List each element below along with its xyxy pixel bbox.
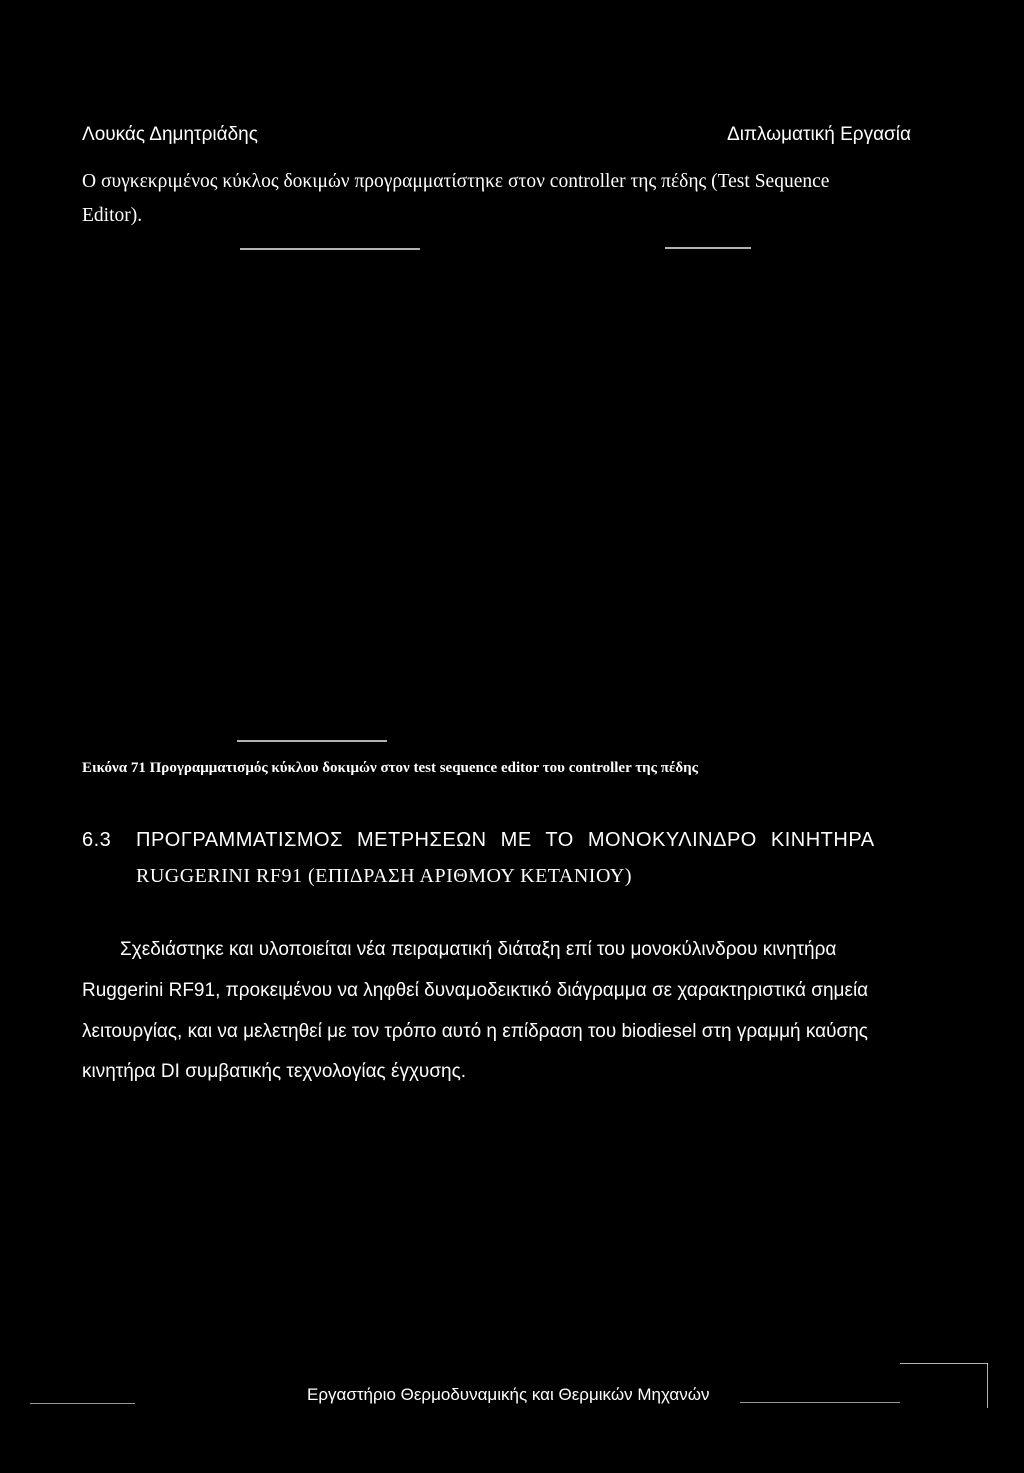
figure-image	[80, 250, 940, 730]
intro-line-1: Ο συγκεκριμένος κύκλος δοκιμών προγραμματίστηκε στον controller της πέδης (Test Sequence	[82, 171, 830, 192]
header-author: Λουκάς Δημητριάδης	[82, 124, 258, 145]
paragraph-line-4: κινητήρα DI συμβατικής τεχνολογίας έγχυσης.	[82, 1061, 467, 1082]
footer-rule-vertical	[987, 1363, 988, 1408]
footer-rule-top	[900, 1363, 988, 1364]
section-title-line-1: ΠΡΟΓΡΑΜΜΑΤΙΣΜΟΣ ΜΕΤΡΗΣΕΩΝ ΜΕ ΤΟ ΜΟΝΟΚΥΛΙΝΔΡΟ ΚΙΝΗΤΗΡΑ	[136, 829, 875, 851]
figure-top-edge-left	[240, 248, 420, 250]
footer-text: Εργαστήριο Θερμοδυναμικής και Θερμικών Μηχανών	[307, 1385, 710, 1404]
figure-bottom-edge	[237, 740, 387, 742]
figure-top-edge-right	[665, 247, 751, 249]
section-title-line-2: RUGGERINI RF91 (ΕΠΙΔΡΑΣΗ ΑΡΙΘΜΟΥ ΚΕΤΑΝΙΟΥ)	[136, 865, 632, 887]
footer-rule-left	[30, 1403, 135, 1404]
intro-line-2: Editor).	[82, 205, 143, 226]
paragraph-line-2: Ruggerini RF91, προκειμένου να ληφθεί δυναμοδεικτικό διάγραμμα σε χαρακτηριστικά σημεία	[82, 980, 869, 1001]
paragraph-line-3: λειτουργίας, και να μελετηθεί με τον τρόπο αυτό η επίδραση του biodiesel στη γραμμή καύσης	[82, 1021, 868, 1042]
header-doc-type: Διπλωματική Εργασία	[727, 124, 911, 145]
figure-caption: Εικόνα 71 Προγραμματισμός κύκλου δοκιμών στον test sequence editor του controller της πέδης	[82, 760, 698, 776]
section-number: 6.3	[82, 829, 112, 851]
paragraph-line-1: Σχεδιάστηκε και υλοποιείται νέα πειραματική διάταξη επί του μονοκύλινδρου κινητήρα	[120, 939, 837, 960]
footer-rule-right	[740, 1402, 900, 1403]
